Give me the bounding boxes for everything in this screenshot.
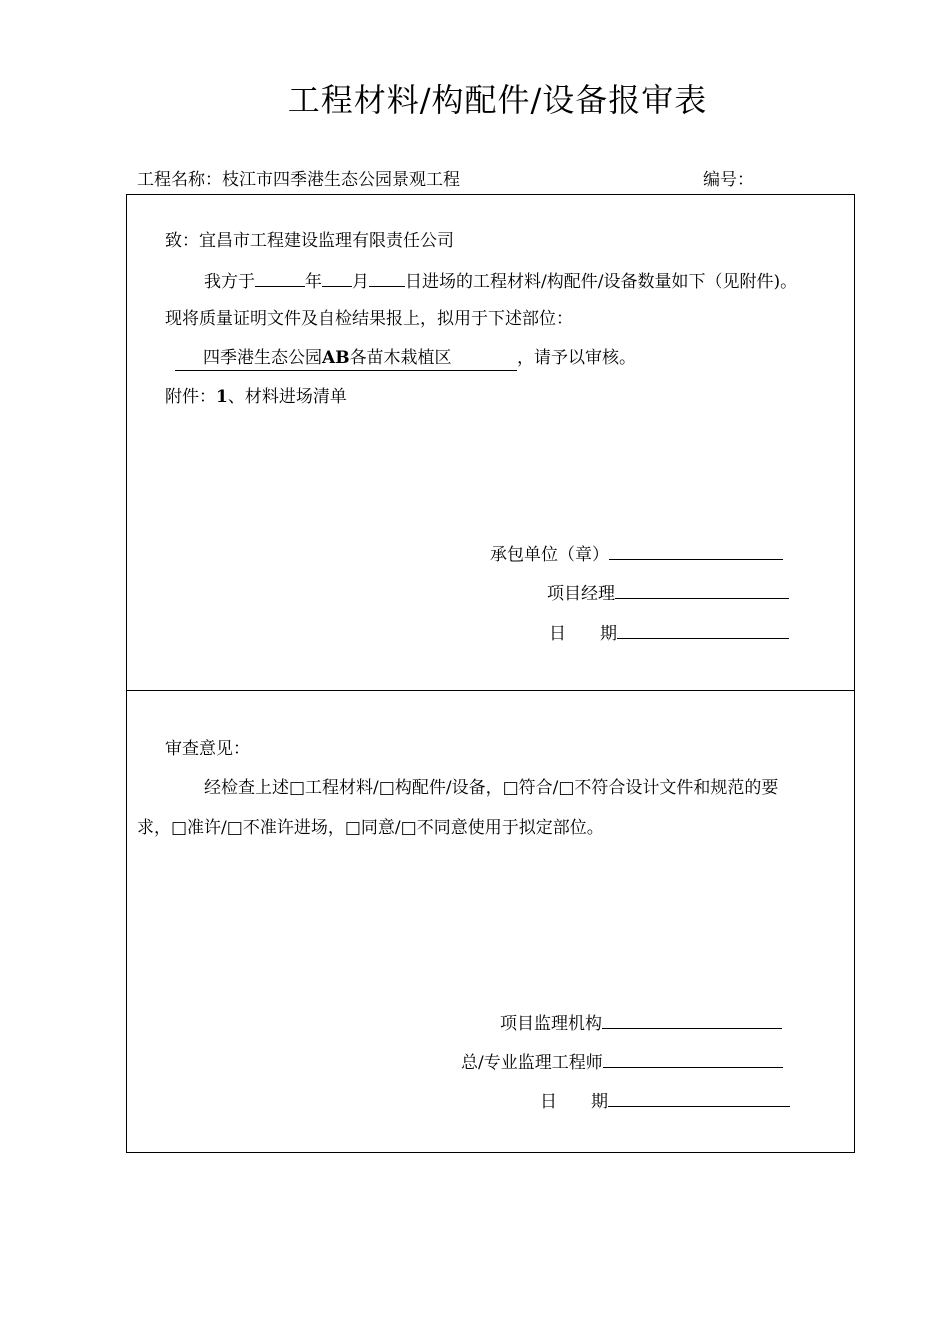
contractor-row bbox=[490, 541, 783, 567]
submission-date-field[interactable] bbox=[617, 620, 789, 639]
contractor-label: 承包单位（章） bbox=[490, 545, 609, 565]
supervision-org-label: 项目监理机构 bbox=[500, 1014, 602, 1034]
manager-label: 项目经理 bbox=[547, 584, 615, 604]
supervision-org-row bbox=[500, 1010, 782, 1036]
submission-date-row bbox=[549, 620, 789, 646]
review-date-label: 日 期 bbox=[540, 1092, 608, 1112]
addressee-line: 致：宜昌市工程建设监理有限责任公司 bbox=[165, 231, 454, 251]
attachment-name: 、材料进场清单 bbox=[227, 387, 347, 407]
review-request: ，请予以审核。 bbox=[517, 348, 636, 368]
day-field[interactable] bbox=[369, 268, 405, 287]
location-text-c: 各苗木栽植区 bbox=[349, 348, 452, 368]
manager-signature-field[interactable] bbox=[615, 580, 789, 599]
month-field[interactable] bbox=[322, 268, 352, 287]
contractor-signature-field[interactable] bbox=[609, 541, 783, 560]
arrival-intro: 我方于 bbox=[204, 272, 255, 292]
review-opinion-label: 审查意见： bbox=[165, 739, 250, 759]
location-line bbox=[175, 346, 636, 371]
attachment-line bbox=[165, 385, 347, 409]
engineer-signature-field[interactable] bbox=[603, 1049, 783, 1068]
location-text-a: 四季港生态公园 bbox=[203, 348, 322, 368]
review-text-line2: 求，□准许/□不准许进场，□同意/□不同意使用于拟定部位。 bbox=[137, 818, 604, 838]
arrival-line bbox=[204, 268, 797, 294]
project-label: 工程名称： bbox=[137, 170, 222, 190]
review-date-field[interactable] bbox=[608, 1088, 790, 1107]
attachment-label: 附件： bbox=[165, 387, 216, 407]
year-label: 年 bbox=[305, 272, 322, 292]
supervision-org-signature-field[interactable] bbox=[602, 1010, 782, 1029]
arrival-rest: 日进场的工程材料/构配件/设备数量如下（见附件)。 bbox=[405, 272, 798, 292]
quality-docs-line: 现将质量证明文件及自检结果报上，拟用于下述部位： bbox=[165, 309, 573, 329]
location-field[interactable] bbox=[175, 346, 517, 371]
project-name-row bbox=[137, 168, 460, 192]
submission-date-label: 日 期 bbox=[549, 624, 617, 644]
attachment-number: 1 bbox=[216, 387, 228, 407]
review-date-row bbox=[540, 1088, 790, 1114]
review-text-line1: 经检查上述□工程材料/□构配件/设备，□符合/□不符合设计文件和规范的要 bbox=[204, 778, 779, 798]
project-name: 枝江市四季港生态公园景观工程 bbox=[222, 170, 460, 190]
year-field[interactable] bbox=[255, 268, 305, 287]
location-text-b: AB bbox=[322, 348, 350, 368]
manager-row bbox=[547, 580, 789, 606]
engineer-row bbox=[461, 1049, 783, 1075]
section-divider bbox=[126, 690, 855, 691]
document-number-label: 编号： bbox=[703, 170, 754, 190]
month-label: 月 bbox=[352, 272, 369, 292]
page-title: 工程材料/构配件/设备报审表 bbox=[287, 81, 708, 119]
engineer-label: 总/专业监理工程师 bbox=[461, 1053, 603, 1073]
